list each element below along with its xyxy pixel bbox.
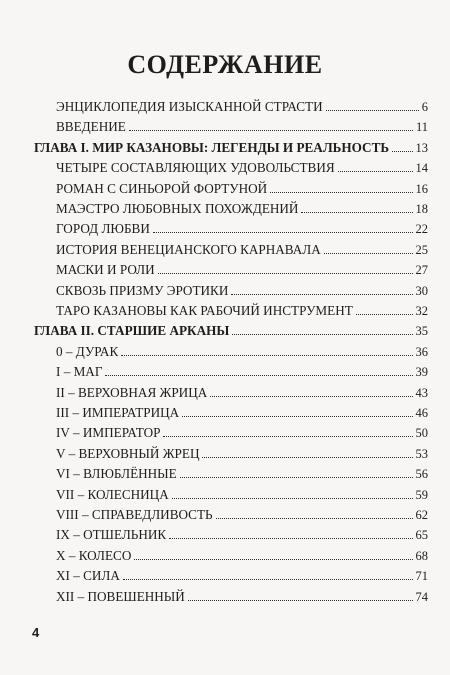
toc-entry-title: 0 – ДУРАК bbox=[56, 343, 119, 359]
toc-page-number: 39 bbox=[415, 365, 428, 380]
toc-page-number: 27 bbox=[415, 263, 428, 278]
dot-leader bbox=[153, 232, 413, 233]
toc-entry-row bbox=[56, 281, 428, 299]
toc-page-number: 43 bbox=[415, 385, 428, 400]
toc-page-number: 53 bbox=[415, 446, 428, 461]
toc-page-number: 56 bbox=[415, 467, 428, 482]
dot-leader bbox=[105, 375, 412, 376]
toc-entry-row bbox=[56, 525, 428, 543]
toc-page-number: 11 bbox=[415, 120, 428, 135]
toc-entry-title: ЭНЦИКЛОПЕДИЯ ИЗЫСКАННОЙ СТРАСТИ bbox=[56, 99, 323, 114]
dot-leader bbox=[134, 559, 412, 560]
toc-entry-title: X – КОЛЕСО bbox=[56, 547, 132, 563]
toc-page-number: 22 bbox=[415, 222, 428, 237]
dot-leader bbox=[216, 518, 413, 519]
toc-entry-title: II – ВЕРХОВНАЯ ЖРИЦА bbox=[56, 384, 208, 400]
toc-entry-title: XI – СИЛА bbox=[56, 568, 120, 584]
toc-entry-title: СКВОЗЬ ПРИЗМУ ЭРОТИКИ bbox=[56, 282, 229, 298]
dot-leader bbox=[129, 130, 413, 131]
toc-entry-row bbox=[56, 362, 428, 380]
toc-page-number: 16 bbox=[415, 181, 428, 196]
toc-entry-row bbox=[56, 566, 428, 584]
toc-page-number: 74 bbox=[415, 589, 428, 604]
toc-entry-title: V – ВЕРХОВНЫЙ ЖРЕЦ bbox=[56, 445, 200, 461]
dot-leader bbox=[123, 579, 413, 580]
toc-entry-title: VIII – СПРАВЕДЛИВОСТЬ bbox=[56, 507, 213, 522]
toc-page-number: 36 bbox=[415, 344, 428, 359]
toc-entry-row bbox=[56, 199, 428, 217]
toc-chapter-row bbox=[34, 321, 428, 339]
toc-chapter-row bbox=[34, 138, 428, 156]
toc-entry-row bbox=[56, 423, 428, 441]
dot-leader bbox=[231, 294, 412, 295]
toc-page-number: 35 bbox=[415, 324, 428, 339]
toc-entry-row bbox=[56, 219, 428, 237]
dot-leader bbox=[202, 457, 412, 458]
toc-entry-row bbox=[56, 383, 428, 401]
toc-entry-title: МАЭСТРО ЛЮБОВНЫХ ПОХОЖДЕНИЙ bbox=[56, 201, 299, 216]
page-title: СОДЕРЖАНИЕ bbox=[127, 50, 323, 79]
dot-leader bbox=[121, 355, 412, 356]
toc-page-number: 6 bbox=[421, 100, 428, 114]
toc-entry-row bbox=[56, 260, 428, 278]
toc-entry-title: ИСТОРИЯ ВЕНЕЦИАНСКОГО КАРНАВАЛА bbox=[56, 241, 321, 257]
toc-page-number: 65 bbox=[415, 528, 428, 543]
toc-entry-title: ТАРО КАЗАНОВЫ КАК РАБОЧИЙ ИНСТРУМЕНТ bbox=[56, 303, 353, 318]
dot-leader bbox=[182, 416, 412, 417]
toc-entry-title: VI – ВЛЮБЛЁННЫЕ bbox=[56, 466, 177, 482]
dot-leader bbox=[172, 498, 413, 499]
toc-page-number: 18 bbox=[415, 202, 428, 216]
dot-leader bbox=[169, 538, 412, 539]
dot-leader bbox=[356, 314, 413, 315]
toc-page-number: 25 bbox=[415, 242, 428, 257]
dot-leader bbox=[392, 151, 412, 152]
toc-page-number: 13 bbox=[415, 140, 428, 155]
dot-leader bbox=[338, 171, 413, 172]
toc-entry-row bbox=[56, 117, 428, 135]
toc-entry-row bbox=[56, 485, 428, 503]
toc-entry-row bbox=[56, 240, 428, 258]
toc-entry-title: ГОРОД ЛЮБВИ bbox=[56, 221, 150, 237]
dot-leader bbox=[210, 396, 412, 397]
toc-entry-row bbox=[56, 158, 428, 176]
toc-page-number: 30 bbox=[415, 283, 428, 298]
toc-page-number: 68 bbox=[415, 548, 428, 563]
toc-entry-row bbox=[56, 546, 428, 564]
dot-leader bbox=[180, 477, 413, 478]
toc-page-number: 62 bbox=[415, 508, 428, 522]
toc-entry-title: IV – ИМПЕРАТОР bbox=[56, 425, 161, 441]
dot-leader bbox=[188, 600, 413, 601]
toc-entry-row bbox=[56, 342, 428, 360]
dot-leader bbox=[301, 212, 412, 213]
toc-entry-title: IX – ОТШЕЛЬНИК bbox=[56, 527, 167, 543]
toc-entry-row bbox=[56, 403, 428, 421]
dot-leader bbox=[232, 334, 412, 335]
toc-entry-title: МАСКИ И РОЛИ bbox=[56, 262, 155, 278]
dot-leader bbox=[324, 253, 413, 254]
toc-entry-title: III – ИМПЕРАТРИЦА bbox=[56, 405, 180, 420]
dot-leader bbox=[270, 192, 412, 193]
toc-entry-title: РОМАН С СИНЬОРОЙ ФОРТУНОЙ bbox=[56, 180, 268, 196]
toc-entry-title: ЧЕТЫРЕ СОСТАВЛЯЮЩИХ УДОВОЛЬСТВИЯ bbox=[56, 160, 335, 176]
toc-entry-row bbox=[56, 464, 428, 482]
toc-entry-title: ГЛАВА II. СТАРШИЕ АРКАНЫ bbox=[34, 323, 230, 339]
toc-entry-row bbox=[56, 505, 428, 523]
toc-page-number: 46 bbox=[415, 406, 428, 420]
toc-entry-title: I – МАГ bbox=[56, 364, 103, 380]
toc-entry-title: XII – ПОВЕШЕННЫЙ bbox=[56, 588, 185, 604]
toc-page-number: 59 bbox=[415, 487, 428, 502]
toc-entry-title: ГЛАВА I. МИР КАЗАНОВЫ: ЛЕГЕНДЫ И РЕАЛЬНОСТЬ bbox=[34, 139, 390, 155]
toc-entry-row bbox=[56, 301, 428, 319]
dot-leader bbox=[158, 273, 413, 274]
toc-entry-row bbox=[56, 444, 428, 462]
toc-page-number: 71 bbox=[415, 569, 428, 584]
toc-entry-title: VII – КОЛЕСНИЦА bbox=[56, 486, 169, 502]
toc-entry-row bbox=[56, 587, 428, 605]
toc-page-number: 50 bbox=[415, 426, 428, 441]
dot-leader bbox=[163, 436, 412, 437]
dot-leader bbox=[326, 110, 419, 111]
toc-entry-row bbox=[56, 179, 428, 197]
toc-entry-row bbox=[56, 97, 428, 115]
page-number: 4 bbox=[32, 625, 40, 640]
toc-entry-title: ВВЕДЕНИЕ bbox=[56, 119, 126, 135]
toc-page-number: 14 bbox=[415, 161, 428, 176]
toc-page-number: 32 bbox=[415, 304, 428, 318]
